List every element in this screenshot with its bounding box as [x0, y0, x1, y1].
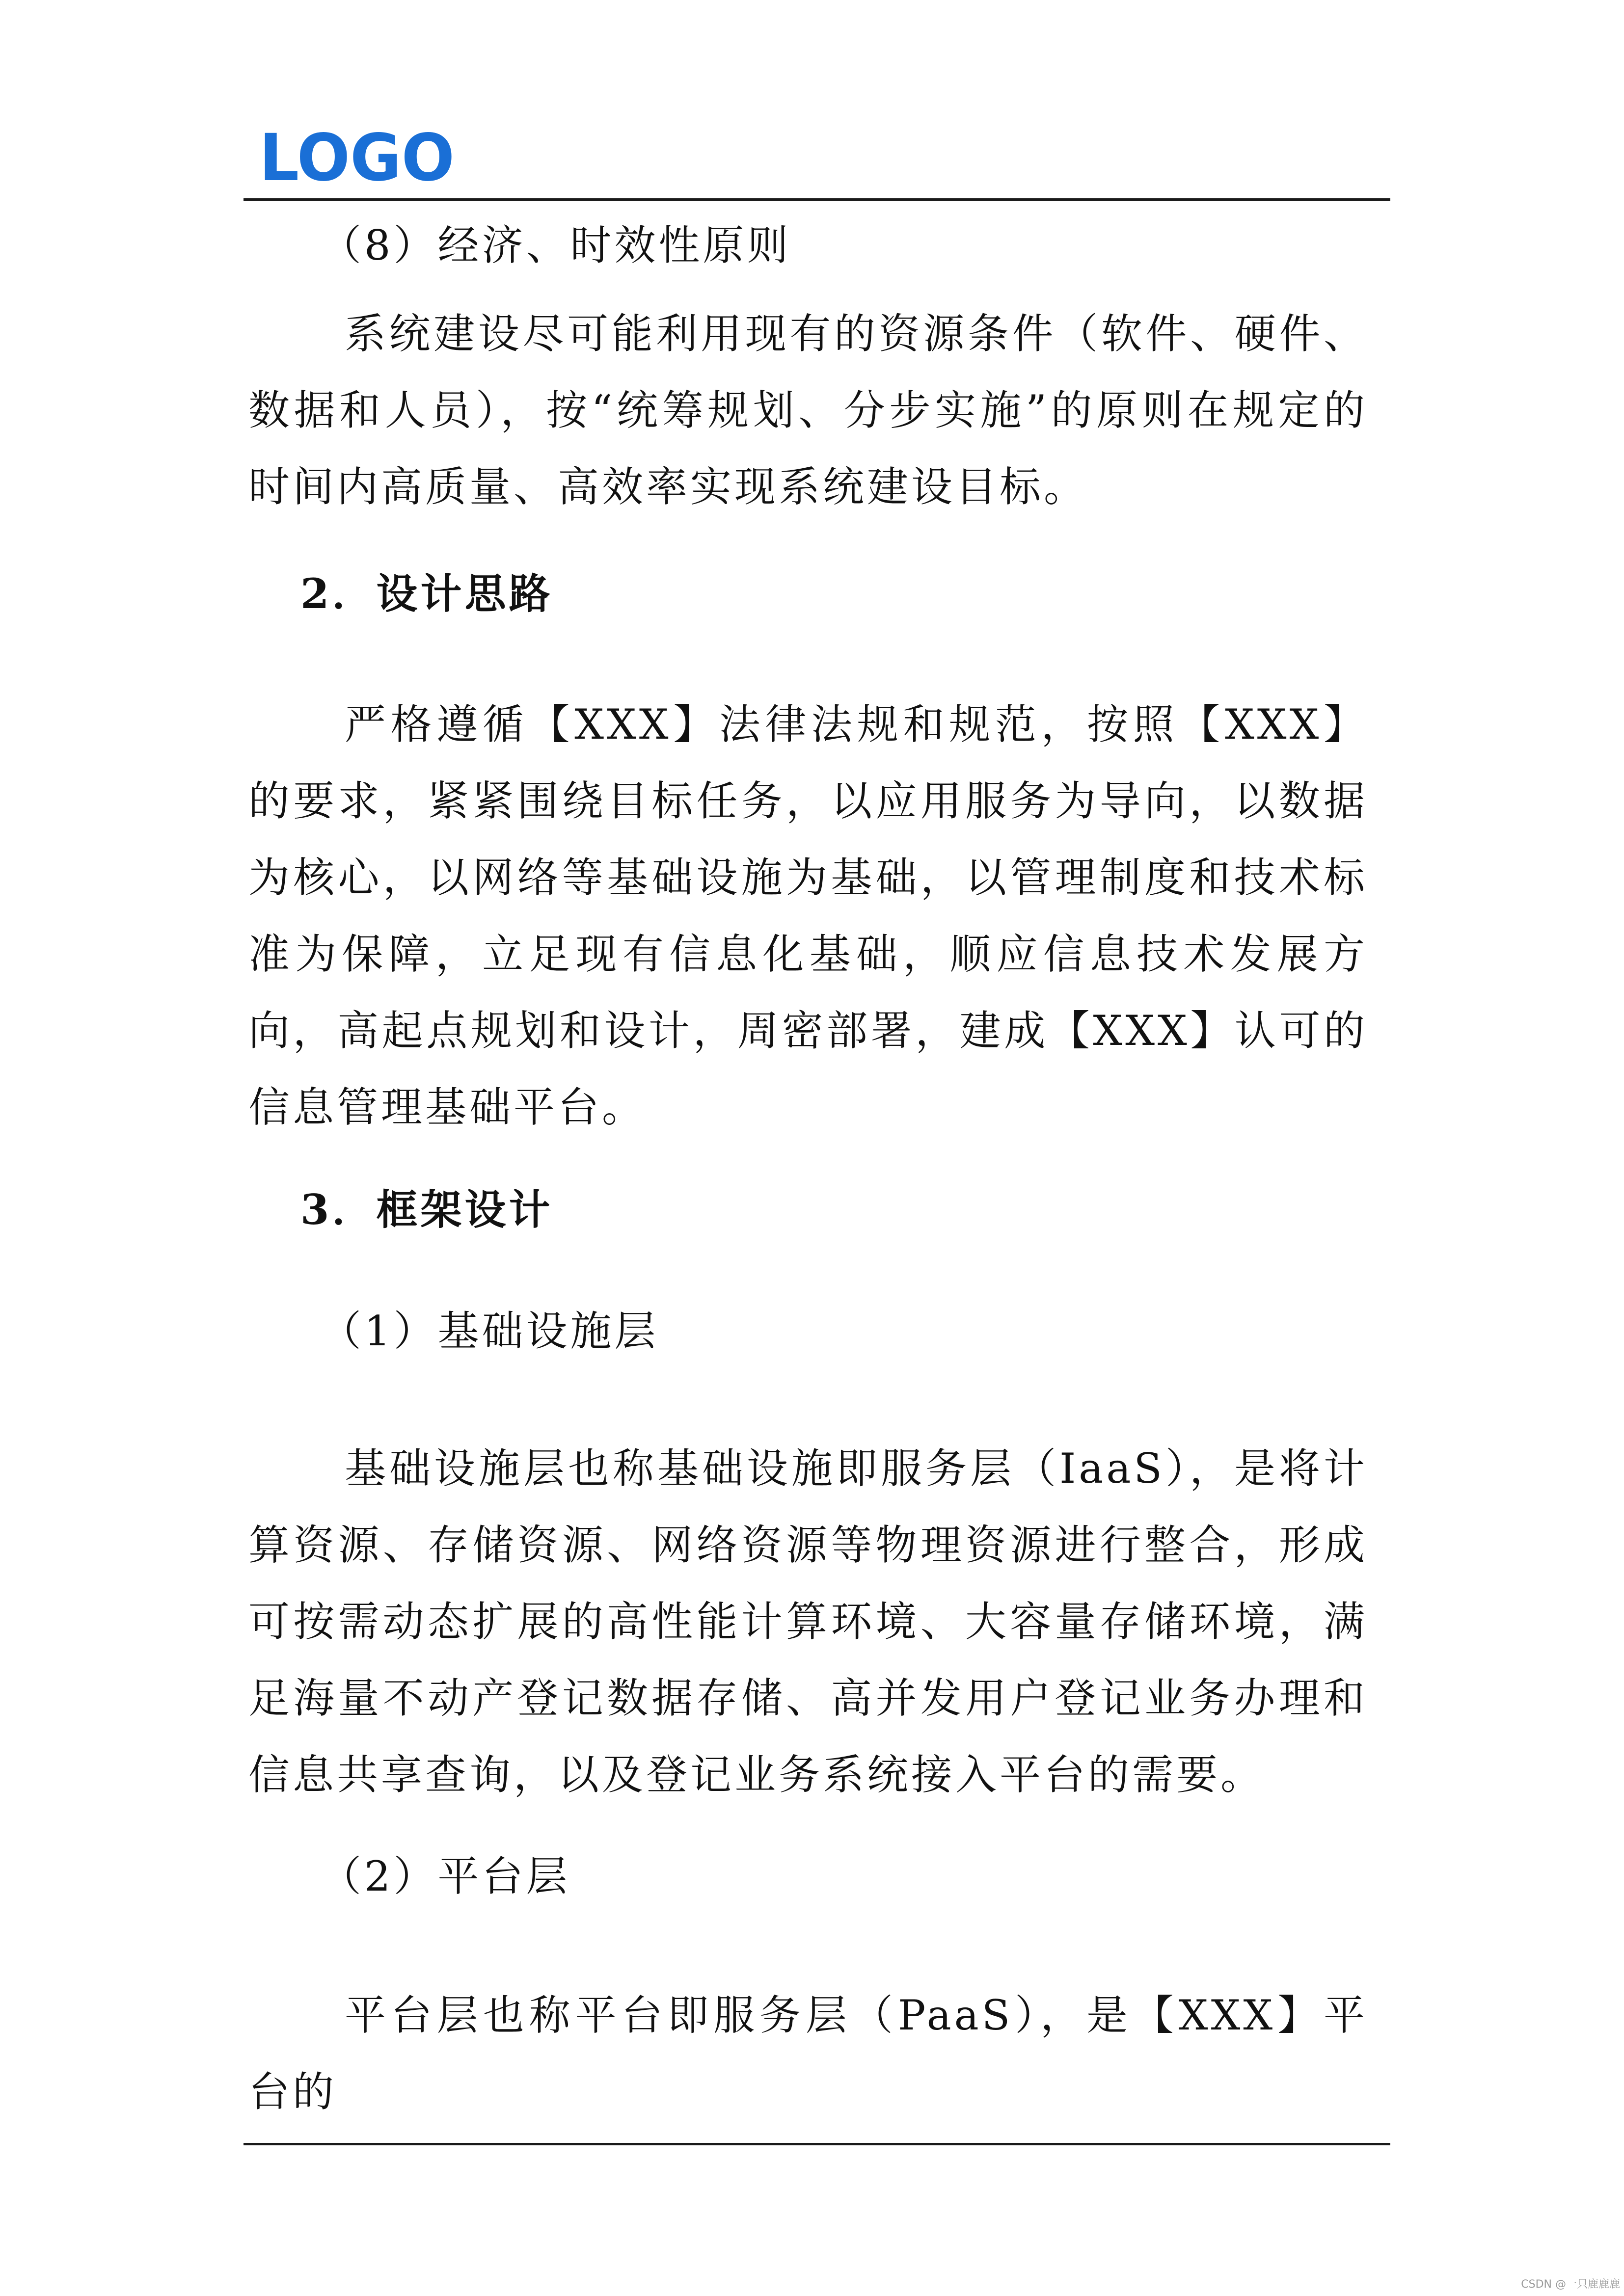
section-1-title: （1）基础设施层 — [320, 1307, 659, 1355]
watermark: CSDN @一只鹿鹿鹿 — [1521, 2278, 1620, 2291]
section-8-title: （8）经济、时效性原则 — [320, 221, 791, 269]
section-2-title: （2）平台层 — [320, 1852, 570, 1900]
logo — [259, 125, 456, 189]
design-idea-body: 严格遵循【XXX】法律法规和规范，按照【XXX】的要求，紧紧围绕目标任务，以应用服务为导向，以数据为核心，以网络等基础设施为基础，以管理制度和技术标准为保障，立足现有信息化基础，顺应信息技术发展方向，高起点规划和设计，周密部署，建成【XXX】认可的信息管理基础平台。 — [248, 700, 1368, 1131]
heading-design-idea: 2．设计思路 — [300, 569, 553, 618]
header-rule — [244, 198, 1390, 201]
logo-text: LOGO — [259, 125, 455, 189]
section-8-body: 系统建设尽可能利用现有的资源条件（软件、硬件、数据和人员），按“统筹规划、分步实施”的原则在规定的时间内高质量、高效率实现系统建设目标。 — [248, 310, 1368, 511]
section-2-body: 平台层也称平台即服务层（PaaS），是【XXX】平台的 — [248, 1991, 1368, 2116]
heading-framework-design: 3．框架设计 — [300, 1185, 553, 1234]
section-1-body: 基础设施层也称基础设施即服务层（IaaS），是将计算资源、存储资源、网络资源等物理资源进行整合，形成可按需动态扩展的高性能计算环境、大容量存储环境，满足海量不动产登记数据存储、高并发用户登记业务办理和信息共享查询，以及登记业务系统接入平台的需要。 — [248, 1444, 1368, 1799]
footer-rule — [244, 2143, 1390, 2145]
